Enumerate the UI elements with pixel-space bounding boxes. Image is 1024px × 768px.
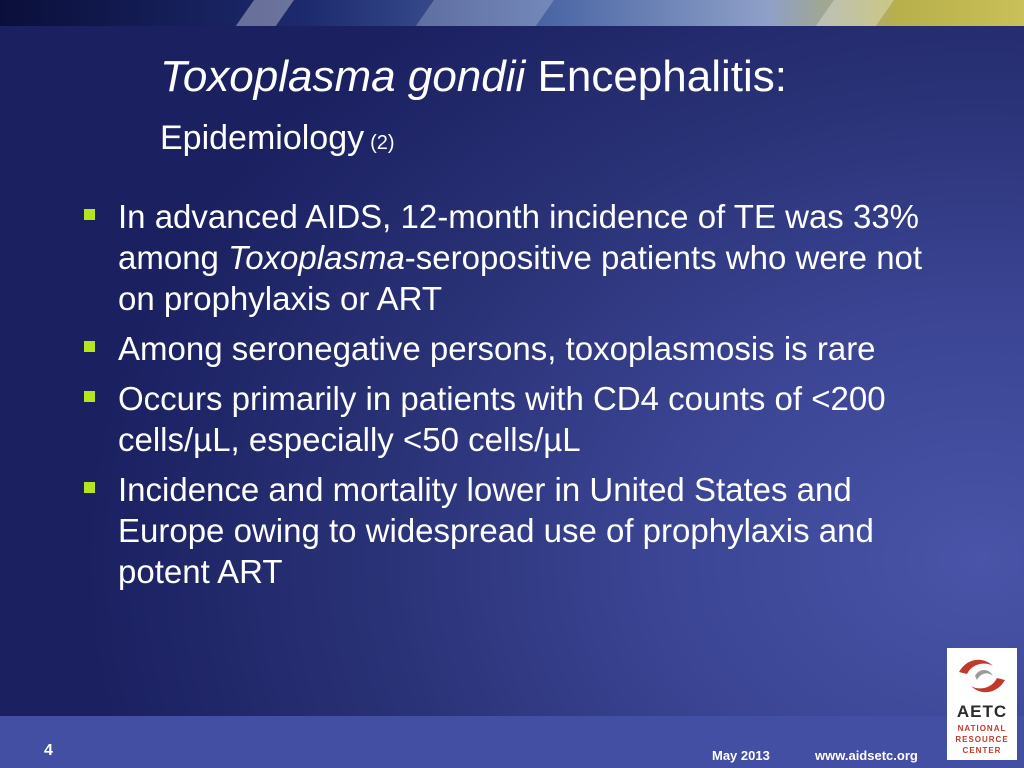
logo-line-center: CENTER [962, 746, 1002, 755]
bullet-item [80, 328, 950, 369]
title-normal: Encephalitis: [525, 52, 787, 101]
square-bullet-icon [84, 341, 95, 352]
slide-subtitle [160, 116, 395, 165]
subtitle-text: Epidemiology [160, 119, 365, 157]
footer-url: www.aidsetc.org [815, 748, 918, 763]
aetc-swirl-icon [953, 654, 1011, 700]
top-decorative-band [0, 0, 1024, 26]
band-streak [792, 0, 908, 26]
logo-line-national: NATIONAL [957, 724, 1007, 733]
square-bullet-icon [84, 482, 95, 493]
page-number: 4 [44, 742, 53, 759]
title-italic: Toxoplasma gondii [160, 52, 526, 101]
square-bullet-icon [84, 391, 95, 402]
bullet-text: Among seronegative persons, toxoplasmosis is rare [118, 330, 876, 367]
bullet-item [80, 378, 950, 460]
bullet-text-italic: Toxoplasma [228, 239, 405, 276]
square-bullet-icon [84, 209, 95, 220]
bullet-item [80, 196, 950, 319]
band-streak [392, 0, 568, 26]
bullet-text-part: -seropositive patients who were not on prophylaxis or ART [118, 239, 923, 317]
slide-title [160, 52, 787, 102]
bullet-text-part: In advanced AIDS, 12-month incidence of TE was 33% among [118, 198, 920, 276]
bullet-text: Occurs primarily in patients with CD4 counts of <200 cells/µL, especially <50 cells/µL [118, 380, 886, 458]
bullet-list [80, 196, 950, 601]
bullet-item [80, 469, 950, 592]
aetc-logo [947, 648, 1017, 760]
logo-name: AETC [956, 702, 1008, 721]
band-streak [212, 0, 308, 26]
subtitle-number: (2) [370, 132, 395, 154]
bullet-text: Incidence and mortality lower in United States and Europe owing to widespread use of prophylaxis and potent ART [118, 471, 874, 590]
footer-date: May 2013 [712, 748, 770, 763]
logo-line-resource: RESOURCE [955, 735, 1009, 744]
